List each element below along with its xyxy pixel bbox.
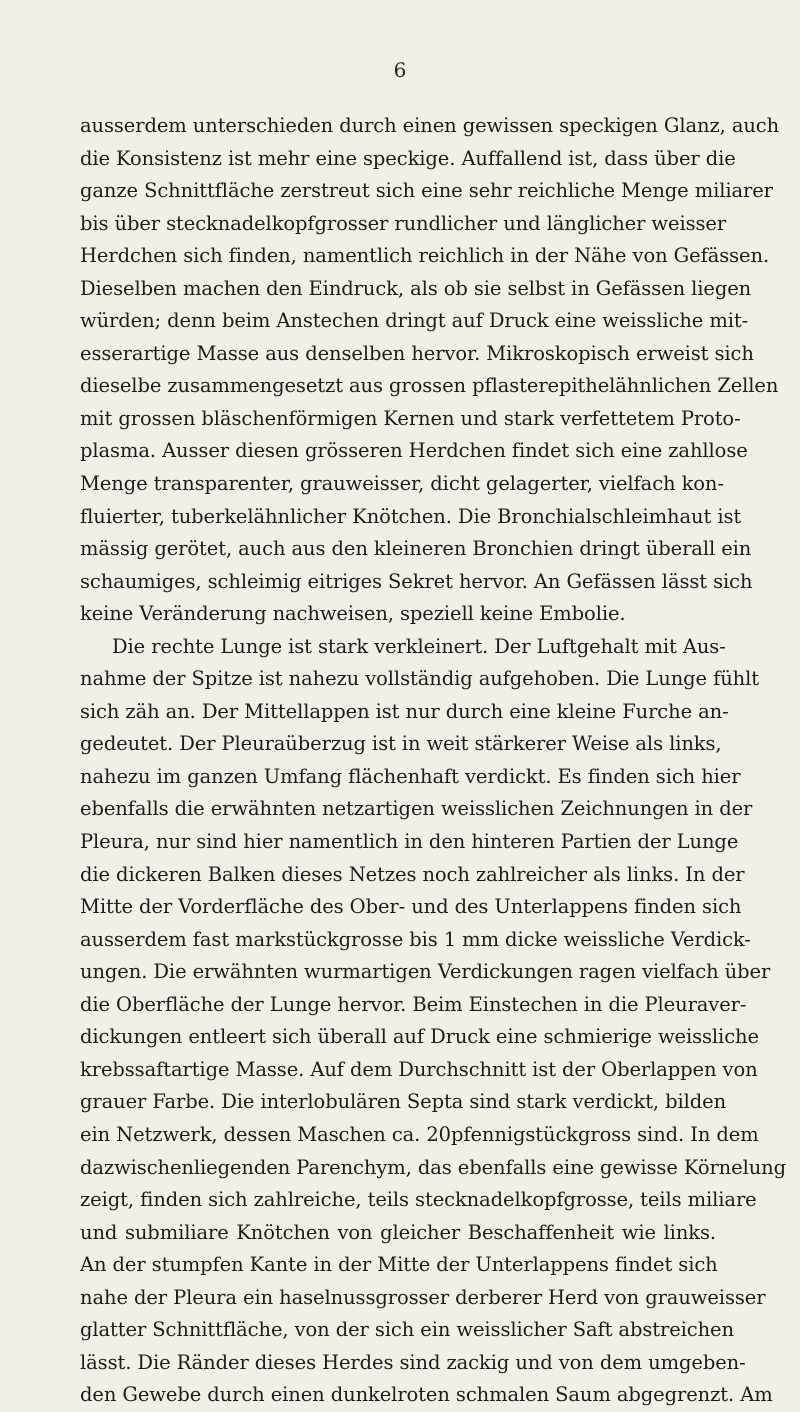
text-line: mässig gerötet, auch aus den kleineren Bronchien dringt überall ein (80, 537, 752, 561)
text-line: krebssaftartige Masse. Auf dem Durchschnitt ist der Oberlappen von (80, 1057, 758, 1081)
text-line: ein Netzwerk, dessen Maschen ca. 20pfennigstückgross sind. In dem (80, 1122, 759, 1146)
text-line: grauer Farbe. Die interlobulären Septa sind stark verdickt, bilden (80, 1090, 727, 1114)
text-line: die Konsistenz ist mehr eine speckige. Auffallend ist, dass über die (80, 146, 736, 170)
text-line: schaumiges, schleimig eitriges Sekret hervor. An Gefässen lässt sich (80, 569, 753, 593)
text-line: nahezu im ganzen Umfang flächenhaft verdickt. Es finden sich hier (80, 764, 741, 788)
text-line: die Oberfläche der Lunge hervor. Beim Einstechen in die Pleuraver- (80, 992, 747, 1016)
text-line: den Gewebe durch einen dunkelroten schmalen Saum abgegrenzt. Am (80, 1383, 773, 1407)
text-line: nahme der Spitze ist nahezu vollständig aufgehoben. Die Lunge fühlt (80, 667, 759, 691)
page-number: 6 (393, 58, 407, 82)
text-line: zeigt, finden sich zahlreiche, teils stecknadelkopfgrosse, teils miliare (80, 1188, 757, 1212)
text-line: plasma. Ausser diesen grösseren Herdchen findet sich eine zahllose (80, 439, 748, 463)
text-line: esserartige Masse aus denselben hervor. Mikroskopisch erweist sich (80, 341, 754, 365)
text-line: dickungen entleert sich überall auf Druck eine schmierige weissliche (80, 1025, 759, 1049)
text-line: ebenfalls die erwähnten netzartigen weisslichen Zeichnungen in der (80, 797, 753, 821)
text-line: An der stumpfen Kante in der Mitte der Unterlappens findet sich (80, 1253, 718, 1277)
text-line: und submiliare Knötchen von gleicher Beschaffenheit wie links. (80, 1220, 716, 1244)
text-line: mit grossen bläschenförmigen Kernen und stark verfettetem Proto- (80, 406, 741, 430)
text-line: würden; denn beim Anstechen dringt auf Druck eine weissliche mit- (80, 309, 749, 333)
paragraph-start-line: Die rechte Lunge ist stark verkleinert. Der Luftgehalt mit Aus- (112, 634, 726, 658)
text-line: ausserdem unterschieden durch einen gewissen speckigen Glanz, auch (80, 114, 780, 137)
text-line: ungen. Die erwähnten wurmartigen Verdickungen ragen vielfach über (80, 960, 771, 984)
text-line: sich zäh an. Der Mittellappen ist nur durch eine kleine Furche an- (80, 699, 729, 723)
text-line: dazwischenliegenden Parenchym, das ebenfalls eine gewisse Körnelung (80, 1155, 787, 1179)
text-line: Pleura, nur sind hier namentlich in den hinteren Partien der Lunge (80, 830, 739, 854)
text-line: die dickeren Balken dieses Netzes noch zahlreicher als links. In der (80, 862, 745, 886)
text-line: Dieselben machen den Eindruck, als ob sie selbst in Gefässen liegen (80, 276, 752, 300)
text-line: lässt. Die Ränder dieses Herdes sind zackig und von dem umgeben- (80, 1350, 746, 1374)
text-line: bis über stecknadelkopfgrosser rundlicher und länglicher weisser (80, 211, 727, 235)
text-line: gedeutet. Der Pleuraüberzug ist in weit stärkerer Weise als links, (80, 732, 722, 756)
text-line: Mitte der Vorderfläche des Ober- und des Unterlappens finden sich (80, 895, 742, 919)
text-line: dieselbe zusammengesetzt aus grossen pflasterepithelähnlichen Zellen (80, 374, 779, 398)
text-line: Menge transparenter, grauweisser, dicht gelagerter, vielfach kon- (80, 472, 724, 496)
text-line: ausserdem fast markstückgrosse bis 1 mm dicke weissliche Verdick- (80, 927, 751, 951)
body-text (80, 110, 787, 1412)
text-line: fluierter, tuberkelähnlicher Knötchen. Die Bronchialschleimhaut ist (80, 504, 742, 528)
paragraph-end-line: keine Veränderung nachweisen, speziell keine Embolie. (80, 602, 626, 626)
text-line: glatter Schnittfläche, von der sich ein weisslicher Saft abstreichen (80, 1318, 734, 1342)
text-line: ganze Schnittfläche zerstreut sich eine sehr reichliche Menge miliarer (80, 179, 773, 203)
text-line: Herdchen sich finden, namentlich reichlich in der Nähe von Gefässen. (80, 244, 770, 268)
text-line: nahe der Pleura ein haselnussgrosser derberer Herd von grauweisser (80, 1285, 766, 1309)
